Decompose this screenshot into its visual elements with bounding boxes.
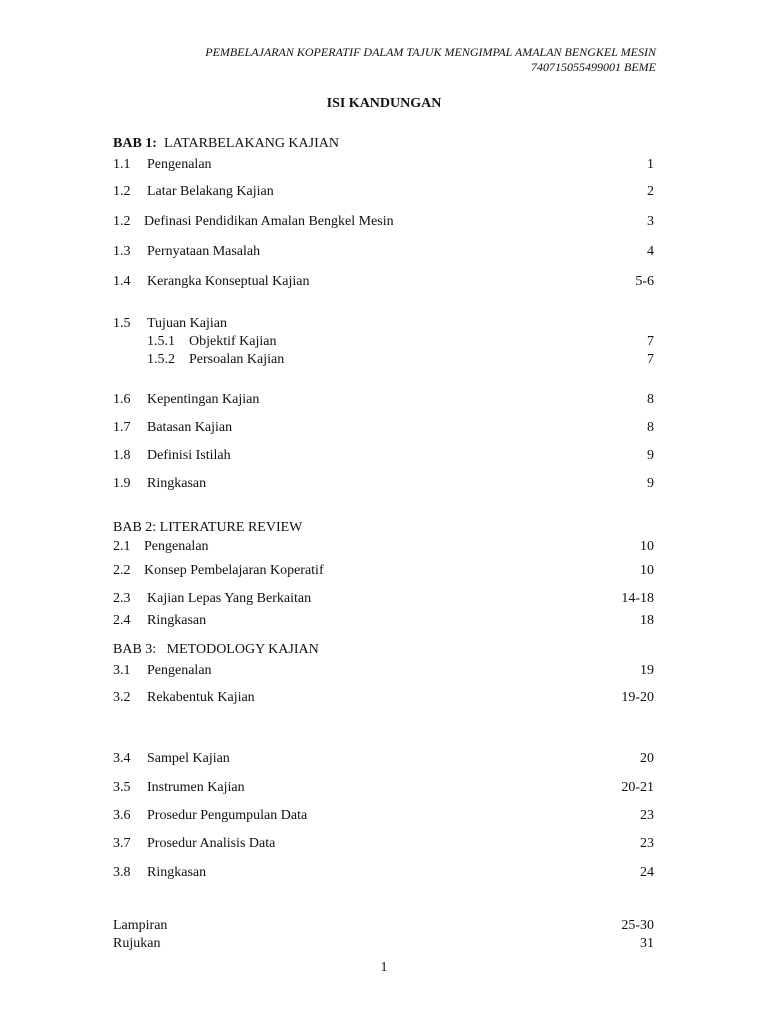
toc-page: 31 xyxy=(640,936,654,951)
toc-page: 7 xyxy=(647,334,654,349)
toc-label: Lampiran xyxy=(113,918,168,933)
toc-page: 23 xyxy=(640,836,654,851)
toc-number: 2.1 xyxy=(113,539,131,554)
toc-number: 3.5 xyxy=(113,780,131,795)
toc-number: 3.1 xyxy=(113,663,131,678)
toc-row xyxy=(113,662,654,680)
toc-label: Ringkasan xyxy=(147,613,207,628)
toc-row xyxy=(113,807,654,825)
toc-page: 23 xyxy=(640,808,654,823)
toc-number: 3.8 xyxy=(113,865,131,880)
toc-page: 10 xyxy=(640,563,654,578)
toc-page: 4 xyxy=(647,244,654,259)
toc-page: 25-30 xyxy=(621,918,654,933)
toc-number: 1.5.1 xyxy=(147,334,175,349)
toc-number: 2.2 xyxy=(113,563,131,578)
toc-row xyxy=(113,273,654,291)
toc-label: Instrumen Kajian xyxy=(147,780,245,795)
toc-label: Definisi Istilah xyxy=(147,448,231,463)
toc-label: Pengenalan xyxy=(147,663,212,678)
toc-row xyxy=(113,562,654,580)
toc-row xyxy=(113,391,654,409)
toc-page: 20-21 xyxy=(621,780,654,795)
toc-page: 9 xyxy=(647,448,654,463)
toc-label: Tujuan Kajian xyxy=(147,316,227,331)
header-id: 740715055499001 BEME xyxy=(531,60,656,74)
toc-row-rujukan xyxy=(113,935,654,953)
toc-label: Rekabentuk Kajian xyxy=(147,690,255,705)
toc-page: 14-18 xyxy=(621,591,654,606)
toc-number: 1.8 xyxy=(113,448,131,463)
chapter-3-heading: BAB 3: METODOLOGY KAJIAN xyxy=(113,642,319,657)
toc-label: Pernyataan Masalah xyxy=(147,244,261,259)
toc-number: 1.2 xyxy=(113,214,131,229)
toc-label: Prosedur Pengumpulan Data xyxy=(147,808,308,823)
toc-row xyxy=(113,419,654,437)
chapter-1-prefix: BAB 1: xyxy=(113,136,157,151)
toc-number: 3.6 xyxy=(113,808,131,823)
toc-label: Batasan Kajian xyxy=(147,420,233,435)
toc-label: Definasi Pendidikan Amalan Bengkel Mesin xyxy=(144,214,394,229)
toc-row xyxy=(113,864,654,882)
toc-number: 1.5.2 xyxy=(147,352,175,367)
page-number: 1 xyxy=(380,960,388,975)
toc-page: 9 xyxy=(647,476,654,491)
toc-label: Prosedur Analisis Data xyxy=(147,836,276,851)
toc-row xyxy=(113,243,654,261)
toc-subrow xyxy=(113,333,654,351)
chapter-2-heading: BAB 2: LITERATURE REVIEW xyxy=(113,520,303,535)
toc-subrow xyxy=(113,351,654,369)
toc-row-lampiran xyxy=(113,917,654,935)
toc-page: 18 xyxy=(640,613,654,628)
toc-label: Pengenalan xyxy=(147,157,212,172)
toc-label: Rujukan xyxy=(113,936,161,951)
toc-row xyxy=(113,213,654,231)
toc-number: 1.6 xyxy=(113,392,131,407)
toc-number: 2.3 xyxy=(113,591,131,606)
toc-row xyxy=(113,447,654,465)
toc-page: 3 xyxy=(647,214,654,229)
toc-label: Pengenalan xyxy=(144,539,209,554)
toc-page: 8 xyxy=(647,392,654,407)
toc-number: 3.7 xyxy=(113,836,131,851)
toc-row xyxy=(113,689,654,707)
toc-label: Ringkasan xyxy=(147,865,207,880)
toc-row xyxy=(113,750,654,768)
running-header xyxy=(205,45,656,75)
toc-number: 1.1 xyxy=(113,157,131,172)
toc-page: 5-6 xyxy=(635,274,654,289)
toc-row xyxy=(113,779,654,797)
toc-number: 1.4 xyxy=(113,274,131,289)
toc-page: 20 xyxy=(640,751,654,766)
toc-row xyxy=(113,475,654,493)
toc-page: 19 xyxy=(640,663,654,678)
toc-row xyxy=(113,156,654,174)
toc-number: 1.5 xyxy=(113,316,131,331)
chapter-1-name: LATARBELAKANG KAJIAN xyxy=(163,136,339,151)
toc-page: 19-20 xyxy=(621,690,654,705)
header-title: PEMBELAJARAN KOPERATIF DALAM TAJUK MENGIMPAL AMALAN BENGKEL MESIN xyxy=(205,45,656,59)
toc-label: Objektif Kajian xyxy=(189,334,277,349)
toc-label: Persoalan Kajian xyxy=(189,352,285,367)
toc-page: 1 xyxy=(647,157,654,172)
toc-row xyxy=(113,590,654,608)
toc-number: 1.7 xyxy=(113,420,131,435)
toc-page: 10 xyxy=(640,539,654,554)
toc-row xyxy=(113,183,654,201)
toc-label: Kajian Lepas Yang Berkaitan xyxy=(147,591,312,606)
page-title: ISI KANDUNGAN xyxy=(326,96,442,111)
toc-page: 7 xyxy=(647,352,654,367)
toc-page: 8 xyxy=(647,420,654,435)
toc-row xyxy=(113,612,654,630)
toc-page: 2 xyxy=(647,184,654,199)
toc-number: 1.2 xyxy=(113,184,131,199)
toc-label: Konsep Pembelajaran Koperatif xyxy=(144,563,324,578)
toc-row xyxy=(113,538,654,556)
toc-number: 3.2 xyxy=(113,690,131,705)
chapter-1-heading xyxy=(113,135,339,153)
toc-label: Sampel Kajian xyxy=(147,751,230,766)
toc-label: Ringkasan xyxy=(147,476,207,491)
toc-number: 2.4 xyxy=(113,613,131,628)
toc-row xyxy=(113,835,654,853)
toc-number: 1.3 xyxy=(113,244,131,259)
toc-page: 24 xyxy=(640,865,654,880)
toc-label: Kerangka Konseptual Kajian xyxy=(147,274,310,289)
toc-number: 3.4 xyxy=(113,751,131,766)
toc-row xyxy=(113,315,654,333)
toc-label: Latar Belakang Kajian xyxy=(147,184,274,199)
toc-label: Kepentingan Kajian xyxy=(147,392,260,407)
toc-number: 1.9 xyxy=(113,476,131,491)
